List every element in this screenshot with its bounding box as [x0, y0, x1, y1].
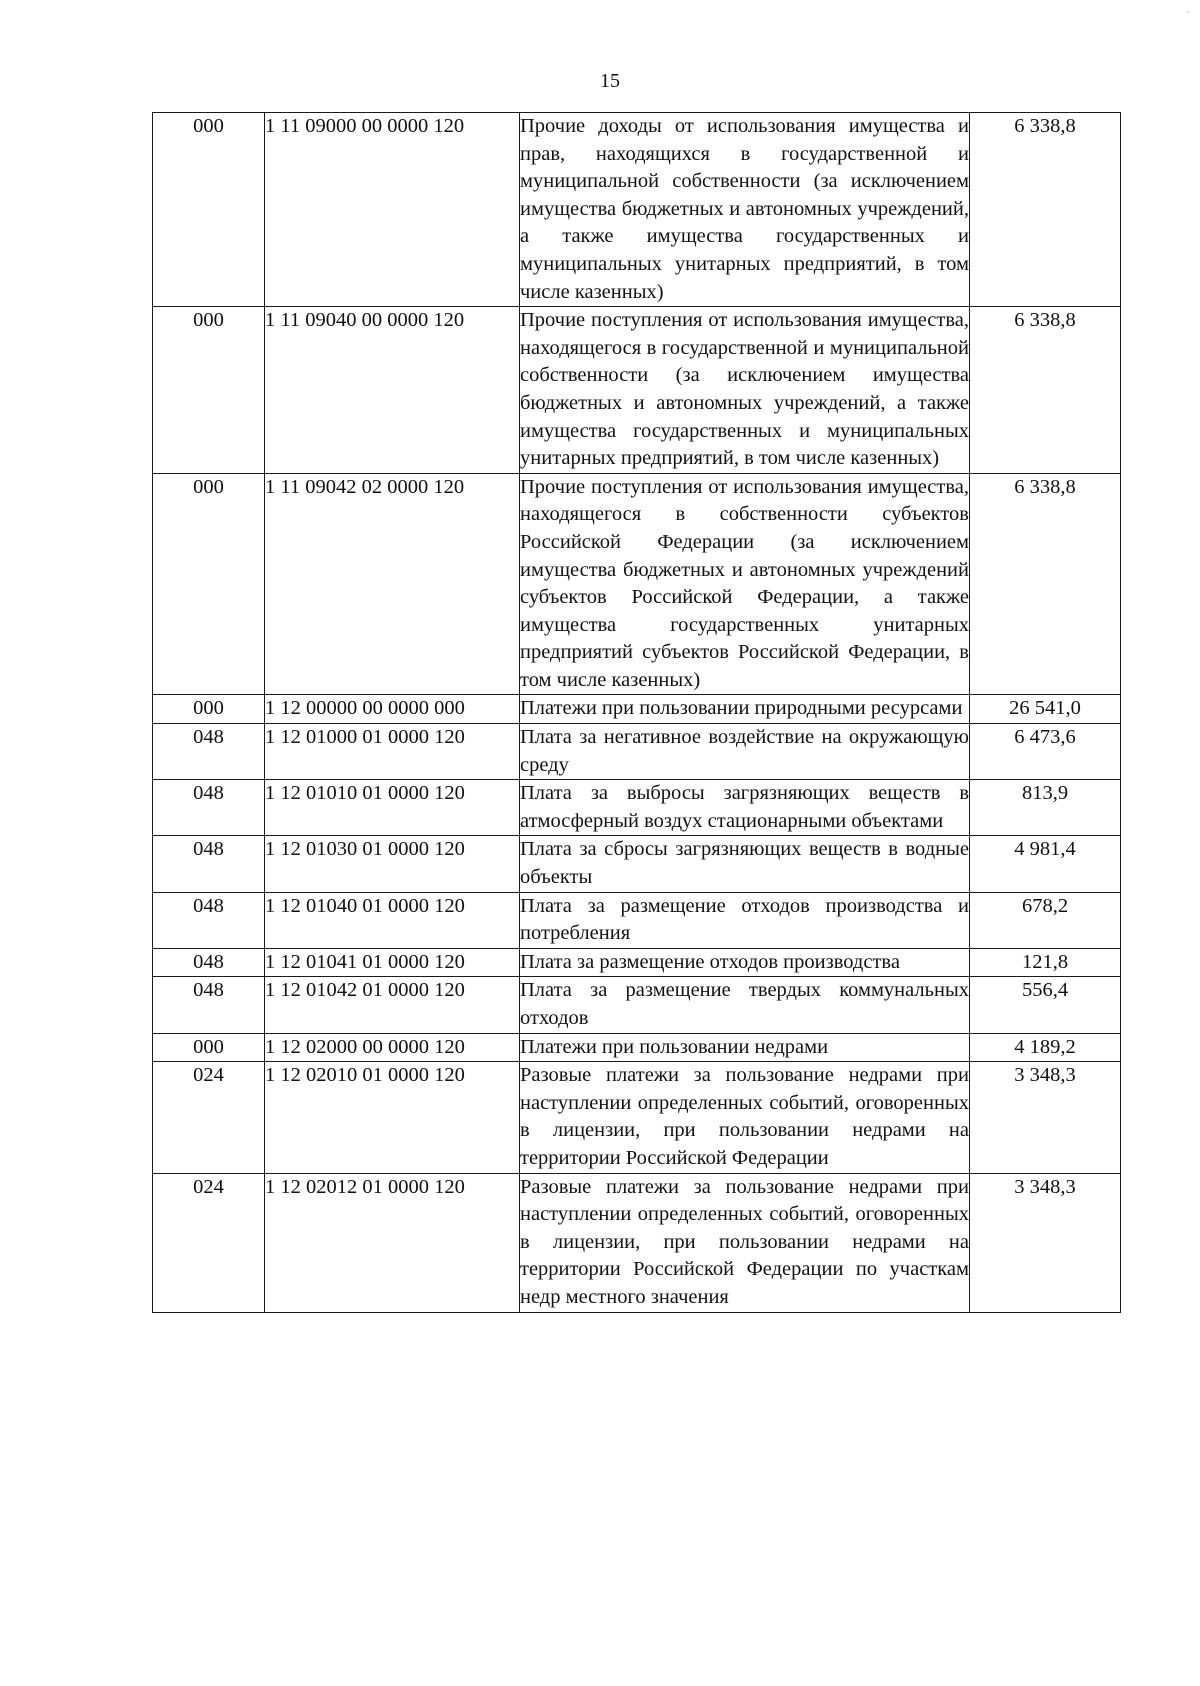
table-row: [153, 473, 1121, 695]
budget-code-cell: 1 12 01041 01 0000 120: [265, 948, 520, 977]
amount-cell: 3 348,3: [970, 1062, 1121, 1173]
budget-code-cell: 1 11 09040 00 0000 120: [265, 307, 520, 474]
amount-cell: 26 541,0: [970, 695, 1121, 724]
admin-code-cell: 000: [153, 473, 265, 695]
budget-code-cell: 1 12 02000 00 0000 120: [265, 1033, 520, 1062]
amount-cell: 6 338,8: [970, 307, 1121, 474]
revenue-name-cell: Прочие поступления от использования имущества, находящегося в собственности субъектов Российской Федерации (за исключением имущества бюджетных и автономных учреждений субъектов Российской Федерации, а также имущества государственных унитарных предприятий субъектов Российской Федерации, в том числе казенных): [520, 473, 970, 695]
table-row: [153, 1033, 1121, 1062]
table-row: [153, 695, 1121, 724]
admin-code-cell: 048: [153, 780, 265, 836]
budget-code-cell: 1 12 01040 01 0000 120: [265, 892, 520, 948]
table-row: [153, 892, 1121, 948]
budget-code-cell: 1 12 00000 00 0000 000: [265, 695, 520, 724]
revenue-table-body: [153, 113, 1121, 1313]
admin-code-cell: 048: [153, 724, 265, 780]
revenue-name-cell: Плата за размещение твердых коммунальных отходов: [520, 977, 970, 1033]
admin-code-cell: 048: [153, 836, 265, 892]
table-row: [153, 724, 1121, 780]
table-row: [153, 1173, 1121, 1312]
admin-code-cell: 000: [153, 1033, 265, 1062]
amount-cell: 678,2: [970, 892, 1121, 948]
admin-code-cell: 024: [153, 1173, 265, 1312]
table-row: [153, 113, 1121, 307]
amount-cell: 4 189,2: [970, 1033, 1121, 1062]
revenue-name-cell: Платежи при пользовании недрами: [520, 1033, 970, 1062]
revenue-name-cell: Плата за негативное воздействие на окружающую среду: [520, 724, 970, 780]
amount-cell: 6 473,6: [970, 724, 1121, 780]
budget-code-cell: 1 11 09042 02 0000 120: [265, 473, 520, 695]
amount-cell: 121,8: [970, 948, 1121, 977]
admin-code-cell: 000: [153, 695, 265, 724]
amount-cell: 556,4: [970, 977, 1121, 1033]
admin-code-cell: 000: [153, 113, 265, 307]
revenue-name-cell: Плата за сбросы загрязняющих веществ в водные объекты: [520, 836, 970, 892]
budget-code-cell: 1 12 01000 01 0000 120: [265, 724, 520, 780]
corner-mark: -: [1186, 4, 1190, 18]
revenue-name-cell: Плата за размещение отходов производства: [520, 948, 970, 977]
admin-code-cell: 048: [153, 892, 265, 948]
revenue-name-cell: Разовые платежи за пользование недрами при наступлении определенных событий, оговоренных в лицензии, при пользовании недрами на территории Российской Федерации: [520, 1062, 970, 1173]
amount-cell: 813,9: [970, 780, 1121, 836]
table-row: [153, 977, 1121, 1033]
table-row: [153, 780, 1121, 836]
table-row: [153, 948, 1121, 977]
budget-code-cell: 1 12 01030 01 0000 120: [265, 836, 520, 892]
revenue-table: [152, 112, 1121, 1313]
amount-cell: 6 338,8: [970, 473, 1121, 695]
revenue-name-cell: Платежи при пользовании природными ресурсами: [520, 695, 970, 724]
budget-code-cell: 1 12 01042 01 0000 120: [265, 977, 520, 1033]
budget-code-cell: 1 12 02010 01 0000 120: [265, 1062, 520, 1173]
revenue-name-cell: Плата за выбросы загрязняющих веществ в атмосферный воздух стационарными объектами: [520, 780, 970, 836]
revenue-name-cell: Прочие доходы от использования имущества и прав, находящихся в государственной и муниципальной собственности (за исключением имущества бюджетных и автономных учреждений, а также имущества государственных и муниципальных унитарных предприятий, в том числе казенных): [520, 113, 970, 307]
revenue-name-cell: Разовые платежи за пользование недрами при наступлении определенных событий, оговоренных в лицензии, при пользовании недрами на территории Российской Федерации по участкам недр местного значения: [520, 1173, 970, 1312]
revenue-name-cell: Прочие поступления от использования имущества, находящегося в государственной и муниципальной собственности (за исключением имущества бюджетных и автономных учреждений, а также имущества государственных и муниципальных унитарных предприятий, в том числе казенных): [520, 307, 970, 474]
amount-cell: 3 348,3: [970, 1173, 1121, 1312]
admin-code-cell: 024: [153, 1062, 265, 1173]
budget-code-cell: 1 12 02012 01 0000 120: [265, 1173, 520, 1312]
revenue-name-cell: Плата за размещение отходов производства и потребления: [520, 892, 970, 948]
admin-code-cell: 048: [153, 948, 265, 977]
budget-code-cell: 1 11 09000 00 0000 120: [265, 113, 520, 307]
budget-code-cell: 1 12 01010 01 0000 120: [265, 780, 520, 836]
amount-cell: 4 981,4: [970, 836, 1121, 892]
table-row: [153, 307, 1121, 474]
table-row: [153, 836, 1121, 892]
admin-code-cell: 048: [153, 977, 265, 1033]
admin-code-cell: 000: [153, 307, 265, 474]
table-row: [153, 1062, 1121, 1173]
page-number: 15: [600, 70, 620, 92]
amount-cell: 6 338,8: [970, 113, 1121, 307]
